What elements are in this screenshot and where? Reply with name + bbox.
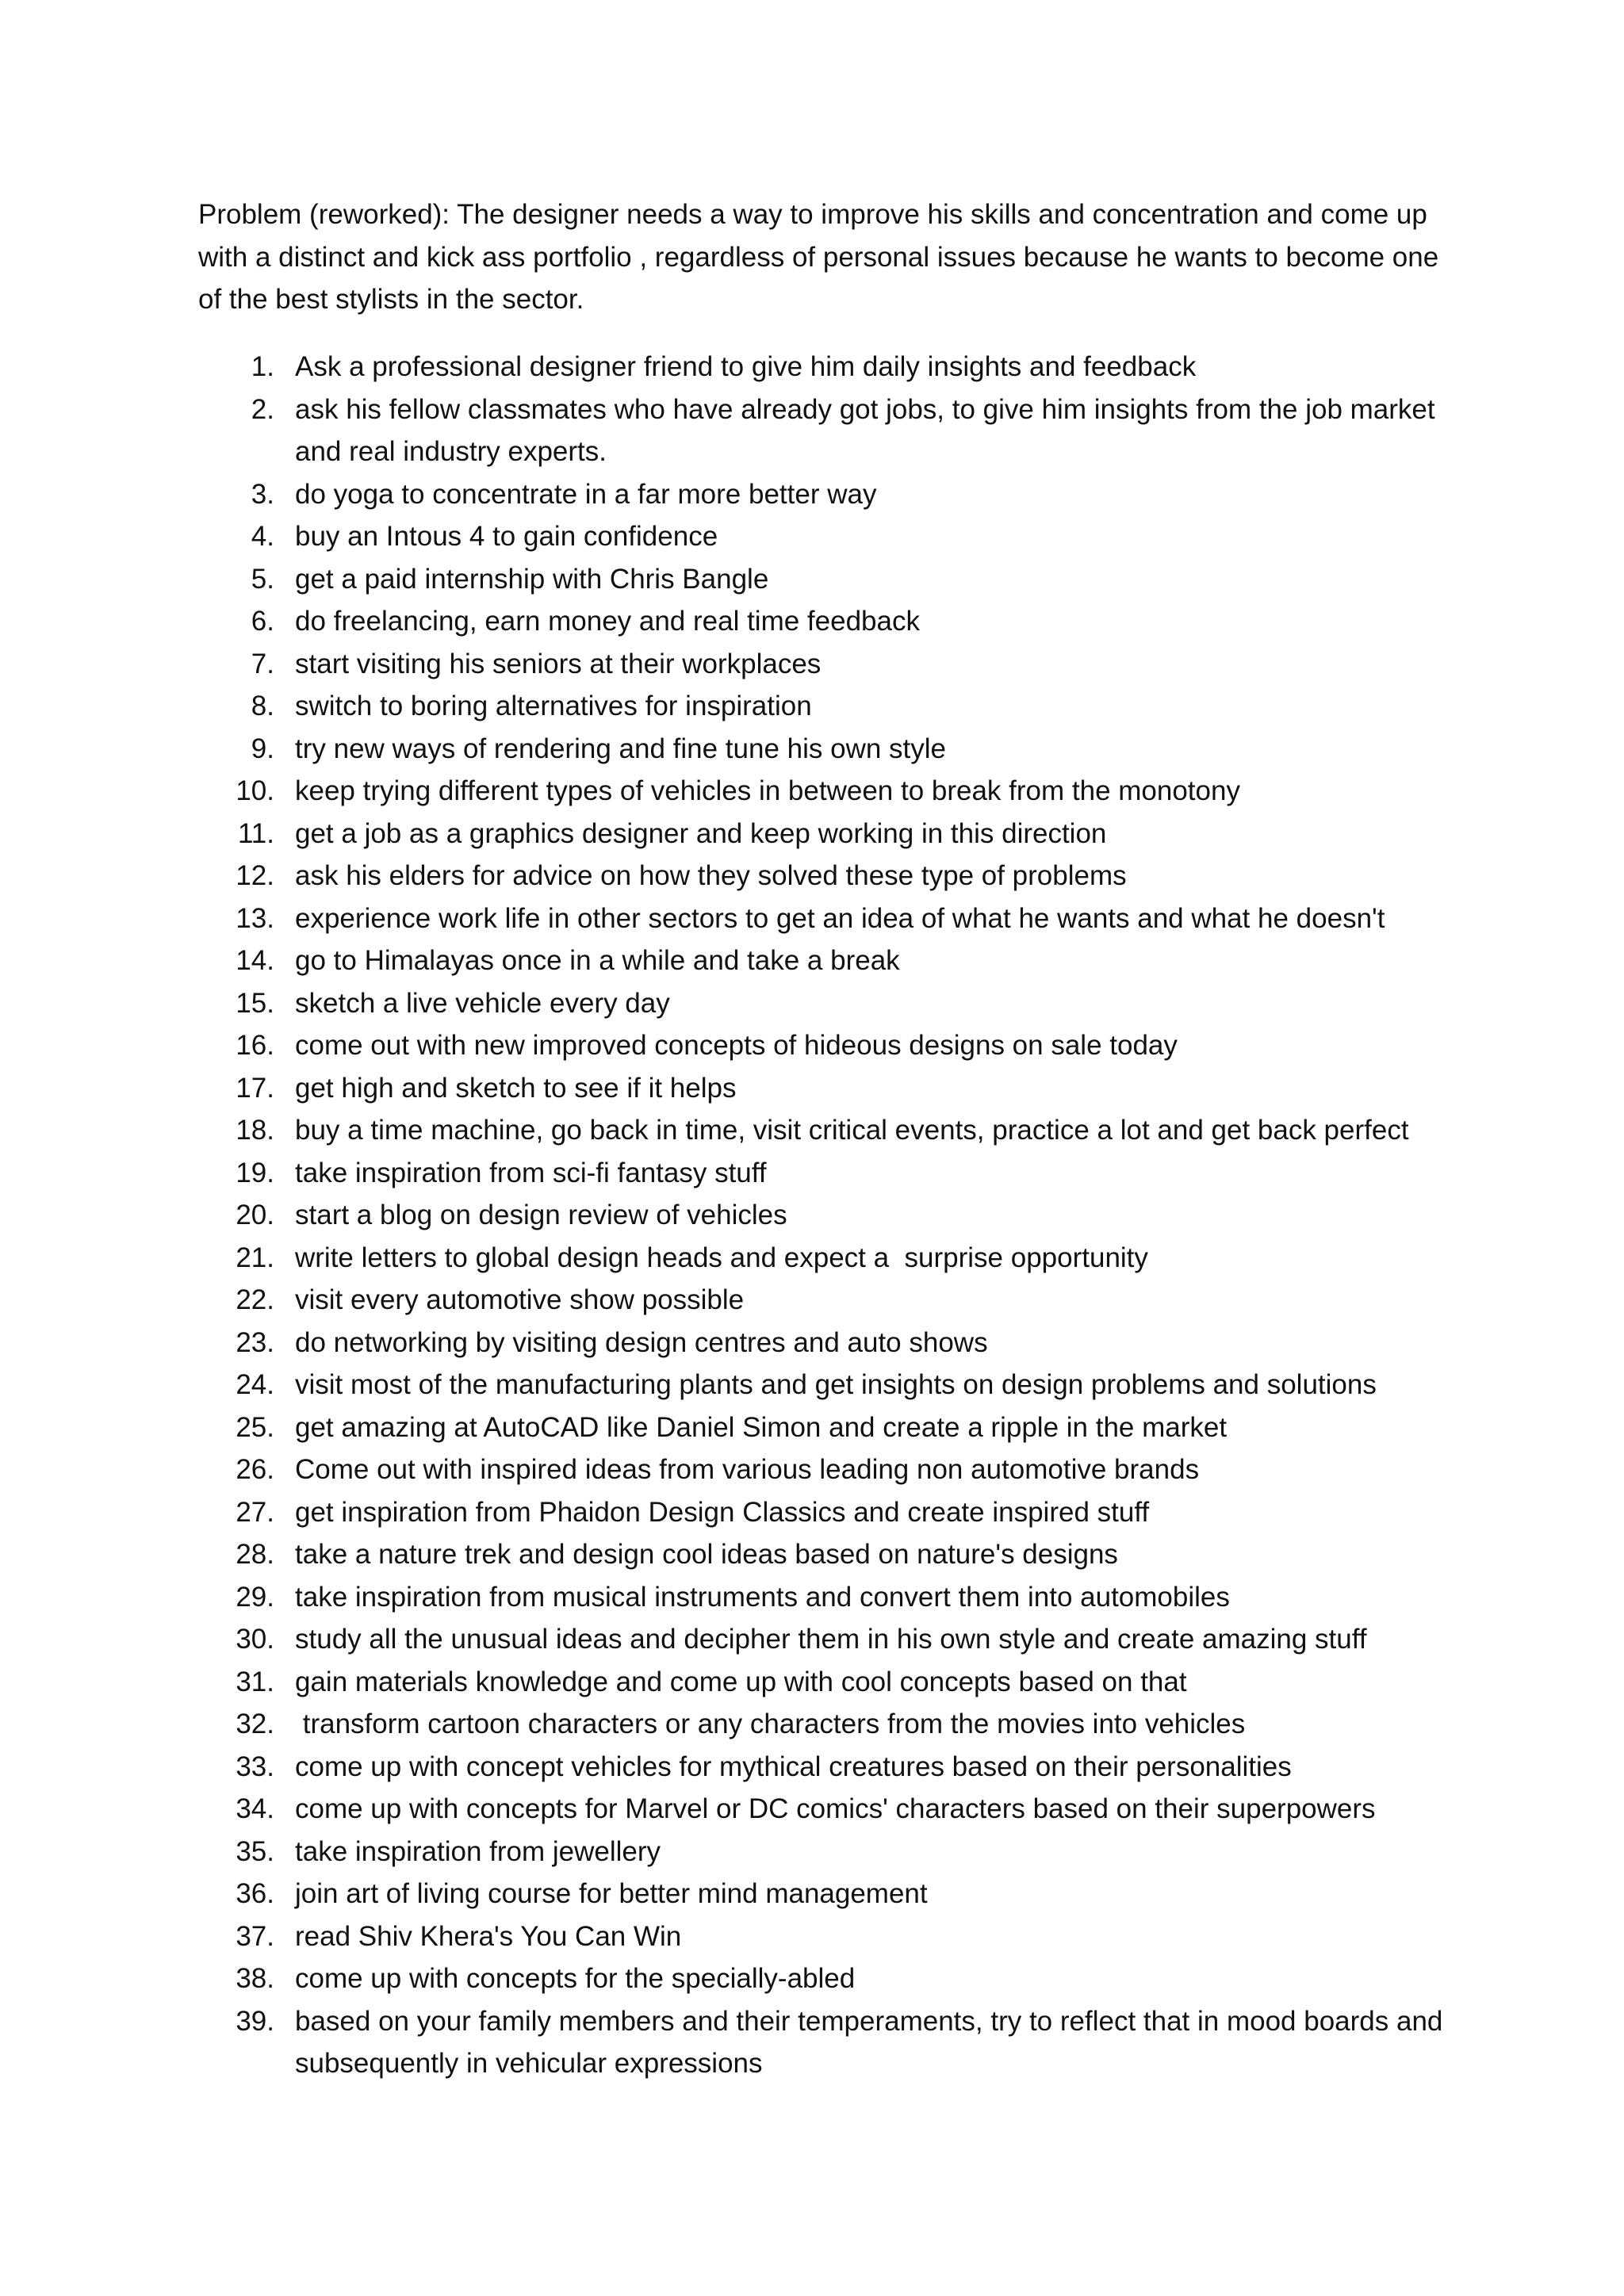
list-item-text: sketch a live vehicle every day — [295, 987, 670, 1019]
list-item-number: 35. — [236, 1835, 274, 1867]
list-item — [198, 770, 1451, 813]
list-item — [198, 1406, 1451, 1449]
list-item — [198, 1067, 1451, 1110]
list-item — [198, 1364, 1451, 1406]
list-item-number: 25. — [236, 1411, 274, 1443]
list-item-number: 8. — [251, 691, 274, 721]
list-item-number: 18. — [236, 1115, 274, 1146]
list-item — [198, 813, 1451, 855]
list-item-text: get amazing at AutoCAD like Daniel Simon and create a ripple in the market — [295, 1411, 1228, 1443]
list-item — [198, 1448, 1451, 1491]
list-item — [198, 2000, 1451, 2085]
list-item-text: take inspiration from jewellery — [295, 1835, 661, 1867]
list-item-number: 5. — [251, 563, 274, 595]
list-item — [198, 515, 1451, 558]
list-item — [198, 939, 1451, 982]
list-item-number: 16. — [236, 1030, 274, 1061]
list-item — [198, 473, 1451, 516]
problem-statement: Problem (reworked): The designer needs a way to improve his skills and concentration and come up with a distinct and kick ass portfolio , regardless of personal issues because he wants to become one of the best stylists in the sector. — [198, 199, 1439, 315]
list-item-text: Ask a professional designer friend to give him daily insights and feedback — [295, 351, 1197, 382]
list-item-number: 9. — [251, 733, 274, 764]
list-item — [198, 1024, 1451, 1067]
list-item-number: 14. — [236, 945, 274, 976]
list-item-number: 30. — [236, 1624, 274, 1655]
list-item — [198, 1194, 1451, 1237]
list-item — [198, 728, 1451, 771]
list-item-number: 11. — [237, 817, 274, 849]
list-item-number: 26. — [236, 1454, 274, 1485]
list-item-text: take a nature trek and design cool ideas based on nature's designs — [295, 1539, 1118, 1570]
list-item — [198, 1703, 1451, 1746]
list-item — [198, 1322, 1451, 1364]
list-item — [198, 1746, 1451, 1789]
list-item — [198, 1576, 1451, 1619]
list-item-text: write letters to global design heads and expect a surprise opportunity — [295, 1242, 1148, 1273]
list-item-number: 3. — [251, 478, 274, 510]
list-item-text: come out with new improved concepts of hideous designs on sale today — [295, 1030, 1178, 1061]
list-item-text: start visiting his seniors at their workplaces — [295, 648, 822, 679]
list-item — [198, 600, 1451, 643]
list-item — [198, 643, 1451, 686]
list-item-text: get a paid internship with Chris Bangle — [295, 563, 769, 595]
list-item — [198, 1491, 1451, 1534]
list-item-number: 10. — [236, 775, 274, 806]
list-item-text: visit every automotive show possible — [295, 1284, 745, 1315]
list-item-number: 32. — [236, 1709, 274, 1739]
list-item — [198, 897, 1451, 940]
list-item-text: get inspiration from Phaidon Design Classics and create inspired stuff — [295, 1496, 1150, 1528]
list-item-number: 1. — [251, 351, 274, 382]
list-item-number: 13. — [236, 902, 274, 934]
list-item-text: ask his fellow classmates who have already got jobs, to give him insights from the job market and real industry experts. — [295, 393, 1443, 467]
list-item — [198, 1279, 1451, 1322]
list-item-number: 2. — [251, 393, 274, 425]
list-item-text: keep trying different types of vehicles in between to break from the monotony — [295, 775, 1240, 806]
list-item — [198, 1873, 1451, 1915]
list-item-text: try new ways of rendering and fine tune his own style — [295, 733, 946, 764]
list-item-text: based on your family members and their temperaments, try to reflect that in mood boards and subsequently in vehicular expressions — [295, 2005, 1451, 2079]
list-item-text: gain materials knowledge and come up with cool concepts based on that — [295, 1666, 1187, 1697]
list-item-text: visit most of the manufacturing plants and get insights on design problems and solutions — [295, 1369, 1377, 1400]
list-item-number: 6. — [251, 606, 274, 637]
list-item — [198, 388, 1451, 473]
list-item-number: 24. — [236, 1369, 274, 1400]
list-item-text: go to Himalayas once in a while and take a break — [295, 945, 900, 976]
list-item-text: do networking by visiting design centres and auto shows — [295, 1326, 988, 1358]
list-item — [198, 1237, 1451, 1280]
list-item — [198, 1109, 1451, 1152]
list-item-number: 38. — [236, 1963, 274, 1994]
list-item-text: ask his elders for advice on how they solved these type of problems — [295, 860, 1127, 891]
list-item-number: 39. — [236, 2005, 274, 2037]
list-item — [198, 1788, 1451, 1831]
list-item-text: come up with concepts for Marvel or DC comics' characters based on their superpowers — [295, 1793, 1376, 1824]
list-item-number: 29. — [236, 1581, 274, 1613]
list-item — [198, 1533, 1451, 1576]
list-item-number: 4. — [251, 521, 274, 552]
list-item-number: 15. — [236, 987, 274, 1019]
list-item-text: join art of living course for better mind management — [295, 1878, 928, 1909]
list-item — [198, 346, 1451, 388]
list-item-number: 28. — [236, 1539, 274, 1570]
list-item — [198, 1957, 1451, 2000]
list-item-number: 20. — [236, 1200, 274, 1230]
list-item-text: experience work life in other sectors to get an idea of what he wants and what he doesn't — [295, 902, 1385, 934]
list-item-text: do freelancing, earn money and real time feedback — [295, 606, 920, 637]
list-item-number: 21. — [236, 1242, 274, 1273]
list-item-number: 23. — [236, 1326, 274, 1358]
list-item-text: read Shiv Khera's You Can Win — [295, 1920, 682, 1952]
list-item-text: start a blog on design review of vehicles — [295, 1200, 787, 1230]
list-item-number: 22. — [236, 1284, 274, 1315]
list-item-text: take inspiration from musical instruments and convert them into automobiles — [295, 1581, 1230, 1613]
list-item-number: 12. — [236, 860, 274, 891]
list-item-text: switch to boring alternatives for inspiration — [295, 691, 812, 721]
list-item-number: 34. — [236, 1793, 274, 1824]
list-item-number: 31. — [236, 1666, 274, 1697]
list-item — [198, 855, 1451, 897]
list-item-number: 17. — [236, 1072, 274, 1104]
list-item — [198, 1831, 1451, 1873]
list-item-text: come up with concepts for the specially-abled — [295, 1963, 856, 1994]
list-item-text: do yoga to concentrate in a far more better way — [295, 478, 877, 510]
list-item-number: 37. — [236, 1920, 274, 1952]
list-item-text: come up with concept vehicles for mythical creatures based on their personalities — [295, 1751, 1292, 1782]
list-item — [198, 1152, 1451, 1195]
list-item — [198, 558, 1451, 601]
list-item-text: transform cartoon characters or any characters from the movies into vehicles — [295, 1709, 1246, 1739]
list-item-text: buy an Intous 4 to gain confidence — [295, 521, 718, 552]
list-item-text: get high and sketch to see if it helps — [295, 1072, 737, 1104]
list-item — [198, 1661, 1451, 1704]
list-item-text: study all the unusual ideas and decipher them in his own style and create amazing stuff — [295, 1624, 1367, 1655]
list-item-number: 36. — [236, 1878, 274, 1909]
list-item-text: take inspiration from sci-fi fantasy stuff — [295, 1157, 767, 1188]
list-item-number: 19. — [236, 1157, 274, 1188]
list-item-number: 33. — [236, 1751, 274, 1782]
list-item-number: 27. — [236, 1496, 274, 1528]
list-item — [198, 685, 1451, 728]
list-item-text: Come out with inspired ideas from various leading non automotive brands — [295, 1454, 1200, 1485]
list-item-text: buy a time machine, go back in time, visit critical events, practice a lot and get back perfect — [295, 1115, 1409, 1146]
list-item — [198, 1915, 1451, 1958]
list-item-text: get a job as a graphics designer and keep working in this direction — [295, 817, 1107, 849]
list-item — [198, 982, 1451, 1025]
idea-list — [198, 346, 1451, 2085]
list-item — [198, 1618, 1451, 1661]
list-item-number: 7. — [251, 648, 274, 679]
